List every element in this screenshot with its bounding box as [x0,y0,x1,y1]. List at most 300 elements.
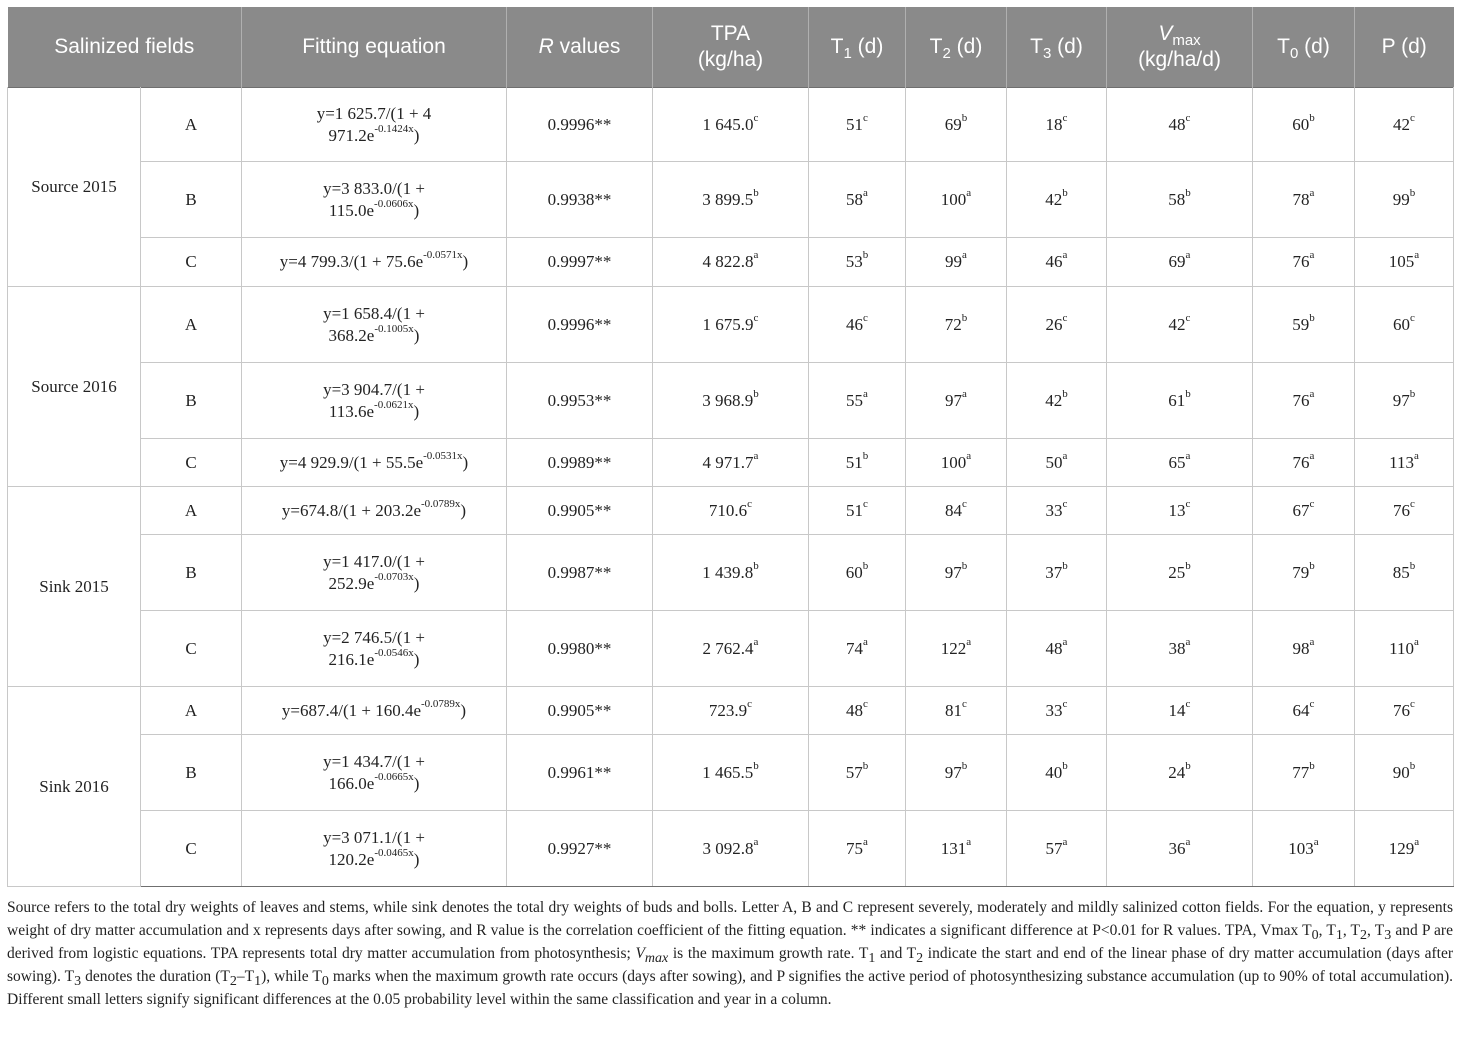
significance-letter: c [753,111,759,124]
header-t2 [906,7,1007,88]
header-r-values [507,7,653,88]
significance-letter: b [1409,387,1416,400]
t1-cell-value: 51 [846,114,864,134]
r-value-cell-value: 0.9905** [547,700,612,720]
r-value-cell [507,811,653,887]
t3-cell-value: 42 [1045,390,1063,410]
footnote-text-10: –T [236,968,255,985]
t1-cell [809,162,906,238]
field-cell: C [141,611,242,687]
equation-line-1: y=1 658.4/(1 + [323,303,425,323]
p-cell [1355,735,1454,811]
significance-letter: c [863,497,868,510]
r-value-cell-value: 0.9996** [547,114,612,134]
equation-line-2: 113.6e [328,401,375,421]
significance-letter: c [1410,497,1415,510]
header-t1-unit: (d) [851,35,884,58]
significance-letter: b [1309,311,1315,324]
t0-cell-value: 59 [1292,314,1310,334]
table-container [7,7,1453,887]
equation-cell [242,363,507,439]
significance-letter: b [1185,759,1191,772]
t1-cell [809,735,906,811]
p-cell [1355,487,1454,535]
vmax-cell [1107,162,1253,238]
equation-exponent: -0.0531x [423,449,463,462]
equation-close: ) [413,773,420,793]
header-t2-main: T [929,35,943,58]
t2-cell-value: 97 [944,762,962,782]
tpa-cell-value: 710.6 [708,500,748,520]
header-t2-sub: 2 [942,45,951,63]
t3-cell [1007,487,1107,535]
footnote-text-3: , T [1342,922,1361,939]
tpa-cell [653,611,809,687]
equation-close: ) [462,452,469,472]
significance-letter: b [753,186,759,199]
t1-cell [809,88,906,162]
equation-cell [242,611,507,687]
footnote-text-7: and T [875,945,917,962]
vmax-cell-value: 69 [1168,252,1186,271]
vmax-cell [1107,363,1253,439]
significance-letter: a [1309,635,1315,648]
significance-letter: c [962,497,967,510]
equation-close: ) [413,649,420,669]
equation-line-2: 115.0e [328,200,375,220]
vmax-cell-value: 13 [1168,500,1186,520]
equation-line-2: y=4 929.9/(1 + 55.5e [279,452,424,472]
equation-line-2: 368.2e [328,325,375,345]
p-cell [1355,363,1454,439]
equation-line-1: y=3 904.7/(1 + [323,379,425,399]
p-cell-value: 113 [1389,452,1414,472]
equation-exponent: -0.1424x [374,122,414,135]
r-value-cell-value: 0.9961** [547,762,612,782]
p-cell [1355,88,1454,162]
t1-cell-value: 51 [845,452,863,472]
header-tpa [653,7,809,88]
t2-cell-value: 131 [940,838,967,858]
table-footnote [7,896,1453,1011]
significance-letter: b [862,759,869,772]
t3-cell-value: 46 [1045,252,1063,271]
footnote-text-9: denotes the duration (T [81,968,230,985]
header-vmax-unit: (kg/ha/d) [1138,48,1221,71]
footnote-text-2: , T [1318,922,1336,939]
vmax-cell-value: 38 [1168,638,1186,658]
equation-line-1: y=2 746.5/(1 + [323,627,425,647]
t0-cell-value: 60 [1292,114,1310,134]
field-cell: B [141,363,242,439]
equation-exponent: -0.0789x [421,497,461,510]
t3-cell-value: 18 [1045,114,1063,134]
tpa-cell-value: 3 092.8 [702,838,754,858]
p-cell-value: 85 [1392,562,1410,582]
significance-letter: b [1185,186,1191,199]
header-t0-unit: (d) [1298,35,1330,58]
table-row [8,287,1454,363]
significance-letter: c [1185,311,1191,324]
table-row [8,439,1454,487]
equation-exponent: -0.1005x [374,322,414,335]
vmax-cell [1107,487,1253,535]
equation-exponent: -0.0571x [423,249,463,262]
t0-cell-value: 79 [1292,562,1310,582]
t2-cell [906,162,1007,238]
p-cell-value: 60 [1393,314,1411,334]
t2-cell [906,535,1007,611]
t1-cell-value: 48 [846,700,864,720]
equation-exponent: -0.0665x [374,770,414,783]
significance-letter: b [1062,559,1068,572]
footnote-sub: 1 [254,974,262,990]
t1-cell-value: 53 [845,252,863,271]
significance-letter: b [753,387,759,400]
t2-cell-value: 97 [944,562,962,582]
t2-cell-value: 99 [945,252,963,271]
t2-cell-value: 100 [940,452,967,472]
significance-letter: c [863,111,868,124]
equation-exponent: -0.0546x [374,646,414,659]
significance-letter: a [1062,449,1068,462]
significance-letter: c [962,697,967,710]
field-cell: A [141,687,242,735]
significance-letter: c [1062,497,1068,510]
vmax-cell-value: 25 [1168,562,1186,582]
equation-line-2: 252.9e [328,573,375,593]
significance-letter: a [1309,186,1315,199]
t0-cell-value: 76 [1292,390,1310,410]
tpa-cell [653,487,809,535]
p-cell [1355,687,1454,735]
r-value-cell [507,687,653,735]
vmax-cell [1107,735,1253,811]
table-body [8,88,1454,887]
t2-cell [906,439,1007,487]
significance-letter: b [961,111,968,124]
t1-cell [809,487,906,535]
equation-line-2: y=4 799.3/(1 + 75.6e [279,252,424,271]
p-cell [1355,611,1454,687]
vmax-cell-value: 48 [1168,114,1186,134]
footnote-text-8: indicate the start and end of the linear phase of dry matter accumulation (days after sowing). T [7,945,1453,985]
equation-exponent: -0.0621x [374,398,414,411]
equation-line-2: y=687.4/(1 + 160.4e [281,700,421,720]
vmax-cell-value: 61 [1168,390,1186,410]
significance-letter: b [961,559,968,572]
significance-letter: b [1185,559,1191,572]
t2-cell-value: 122 [940,638,967,658]
significance-letter: b [1062,387,1068,400]
p-cell-value: 76 [1393,700,1411,720]
equation-line-2: 216.1e [328,649,375,669]
equation-text [323,379,425,423]
significance-letter: a [753,249,759,262]
significance-letter: a [962,249,967,262]
equation-close: ) [413,573,420,593]
significance-letter: a [1414,835,1420,848]
r-value-cell [507,88,653,162]
significance-letter: b [1409,559,1416,572]
r-value-cell [507,611,653,687]
p-cell [1355,535,1454,611]
table-row [8,611,1454,687]
significance-letter: a [966,449,972,462]
equation-cell [242,238,507,287]
vmax-cell-value: 36 [1168,838,1186,858]
r-value-cell [507,535,653,611]
t2-cell-value: 69 [944,114,962,134]
footnote-text-4: , T [1367,922,1385,939]
equation-text [323,178,425,222]
t2-cell [906,487,1007,535]
t0-cell [1253,535,1355,611]
significance-letter: a [1062,249,1068,262]
significance-letter: c [1062,697,1068,710]
tpa-cell [653,735,809,811]
footnote-text-5: and P are derived from logistic equations. TPA represents total dry matter accumulation from photosynthesis; [7,922,1453,962]
tpa-cell-value: 1 439.8 [702,562,754,582]
p-cell-value: 105 [1388,252,1415,271]
header-row [8,7,1454,88]
t1-cell [809,238,906,287]
significance-letter: a [1313,835,1319,848]
equation-close: ) [413,125,420,145]
footnote-sub: 2 [229,974,237,990]
t2-cell [906,238,1007,287]
equation-close: ) [413,325,420,345]
vmax-cell [1107,811,1253,887]
equation-line-2: 971.2e [328,125,375,145]
significance-letter: b [961,311,968,324]
significance-letter: b [1309,559,1315,572]
significance-letter: a [1413,449,1419,462]
footnote-sub: 0 [321,974,329,990]
field-cell: A [141,88,242,162]
field-cell: C [141,238,242,287]
footnote-sub: 1 [868,951,876,967]
equation-cell [242,88,507,162]
t0-cell-value: 64 [1292,700,1310,720]
r-value-cell [507,487,653,535]
vmax-cell [1107,88,1253,162]
t2-cell [906,287,1007,363]
t3-cell [1007,88,1107,162]
t0-cell-value: 78 [1292,189,1310,209]
equation-close: ) [413,401,420,421]
significance-letter: a [753,635,759,648]
t0-cell [1253,162,1355,238]
equation-line-1: y=1 417.0/(1 + [323,551,425,571]
t0-cell [1253,611,1355,687]
r-value-cell-value: 0.9927** [547,838,612,858]
p-cell-value: 99 [1392,189,1410,209]
tpa-cell-value: 3 968.9 [702,390,754,410]
field-cell: C [141,811,242,887]
header-salinized-fields: Salinized fields [8,7,242,88]
significance-letter: a [1413,635,1419,648]
equation-line-1: y=3 071.1/(1 + [323,827,425,847]
t3-cell-value: 50 [1045,452,1063,472]
p-cell-value: 110 [1389,638,1414,658]
significance-letter: b [862,449,869,462]
r-value-cell [507,287,653,363]
significance-letter: a [1185,835,1191,848]
t3-cell [1007,363,1107,439]
significance-letter: a [753,835,759,848]
r-value-cell-value: 0.9997** [547,252,612,271]
p-cell [1355,162,1454,238]
header-t0-main: T [1277,35,1290,58]
significance-letter: b [753,559,759,572]
t3-cell [1007,287,1107,363]
tpa-cell-value: 1 645.0 [702,114,754,134]
header-tpa-line2: (kg/ha) [697,48,764,71]
significance-letter: c [863,311,868,324]
t0-cell [1253,363,1355,439]
footnote-text-11: ), while T [261,968,322,985]
r-value-cell [507,162,653,238]
significance-letter: c [1062,311,1068,324]
p-cell-value: 90 [1392,762,1410,782]
significance-letter: c [1185,697,1191,710]
footnote-sub: 1 [1335,928,1343,944]
t1-cell [809,811,906,887]
equation-text [317,103,432,147]
header-t1-sub: 1 [843,45,852,63]
p-cell-value: 97 [1392,390,1410,410]
header-vmax [1107,7,1253,88]
t3-cell-value: 48 [1045,638,1063,658]
equation-line-2: y=674.8/(1 + 203.2e [281,500,421,520]
p-cell [1355,238,1454,287]
t2-cell [906,611,1007,687]
tpa-cell-value: 1 675.9 [702,314,754,334]
t2-cell-value: 97 [945,390,963,410]
significance-letter: a [962,387,967,400]
t2-cell [906,88,1007,162]
vmax-cell [1107,535,1253,611]
table-row [8,88,1454,162]
equation-line-1: y=3 833.0/(1 + [323,178,425,198]
r-value-cell [507,735,653,811]
header-t1 [809,7,906,88]
t0-cell [1253,439,1355,487]
r-value-cell-value: 0.9987** [547,562,612,582]
equation-text [323,751,425,795]
footnote-text-12: marks when the maximum growth rate occurs (days after sowing), and P signifies the active period of photosynthesizing substance accumulation (up to 90% of total accumulation). Different small letters signify significant differences at the 0.05 probability level within the same classification and year in a column. [7,968,1453,1008]
t2-cell [906,687,1007,735]
footnote-vmax: V [635,945,645,962]
significance-letter: a [753,449,759,462]
significance-letter: c [1410,111,1415,124]
significance-letter: a [1062,635,1068,648]
p-cell-value: 129 [1388,838,1415,858]
equation-cell [242,535,507,611]
r-value-cell-value: 0.9953** [547,390,612,410]
tpa-cell [653,687,809,735]
t3-cell [1007,687,1107,735]
equation-line-2: 120.2e [328,849,375,869]
significance-letter: a [1185,249,1191,262]
t2-cell [906,735,1007,811]
equation-cell [242,162,507,238]
equation-text [281,697,467,722]
t2-cell-value: 84 [945,500,963,520]
significance-letter: b [961,759,968,772]
equation-line-2: 166.0e [328,773,375,793]
header-vmax-sub: max [1172,32,1201,50]
r-value-cell-value: 0.9996** [547,314,612,334]
vmax-cell [1107,687,1253,735]
t3-cell [1007,439,1107,487]
significance-letter: c [1185,111,1191,124]
t1-cell [809,363,906,439]
footnote-sub: 2 [1360,928,1368,944]
header-tpa-line1: TPA [710,22,751,45]
r-value-cell [507,439,653,487]
t0-cell [1253,687,1355,735]
equation-exponent: -0.0703x [374,570,414,583]
group-label-cell: Sink 2015 [8,487,141,687]
group-label-cell: Source 2015 [8,88,141,287]
header-t3-sub: 3 [1042,45,1052,63]
t3-cell-value: 37 [1045,562,1063,582]
significance-letter: c [747,497,753,510]
header-t2-unit: (d) [950,35,983,58]
t1-cell [809,287,906,363]
t2-cell [906,811,1007,887]
significance-letter: a [1185,635,1191,648]
header-r-letter: R [538,35,554,58]
t0-cell-value: 103 [1288,838,1314,858]
t1-cell-value: 55 [846,390,864,410]
group-label-cell: Sink 2016 [8,687,141,887]
field-cell: A [141,287,242,363]
t3-cell-value: 26 [1045,314,1063,334]
equation-close: ) [413,849,420,869]
significance-letter: c [753,311,759,324]
t0-cell [1253,735,1355,811]
equation-exponent: -0.0789x [421,697,461,710]
tpa-cell-value: 1 465.5 [702,762,754,782]
equation-line-1: y=1 625.7/(1 + 4 [316,103,432,123]
footnote-vmax-sub: max [644,951,669,967]
t3-cell [1007,735,1107,811]
t3-cell-value: 57 [1045,838,1063,858]
t1-cell-value: 75 [846,838,864,858]
footnote-text-6: is the maximum growth rate. T [668,945,869,962]
significance-letter: a [966,186,972,199]
t1-cell-value: 58 [846,189,864,209]
t0-cell [1253,88,1355,162]
field-cell: B [141,162,242,238]
vmax-cell-value: 14 [1168,700,1186,720]
significance-letter: a [863,387,868,400]
t3-cell [1007,811,1107,887]
equation-cell [242,439,507,487]
significance-letter: a [1414,249,1420,262]
vmax-cell-value: 58 [1168,189,1186,209]
table-row [8,735,1454,811]
significance-letter: a [1309,387,1315,400]
r-value-cell-value: 0.9989** [547,452,612,472]
table-row [8,162,1454,238]
significance-letter: c [1185,497,1191,510]
significance-letter: a [1062,835,1068,848]
equation-cell [242,811,507,887]
